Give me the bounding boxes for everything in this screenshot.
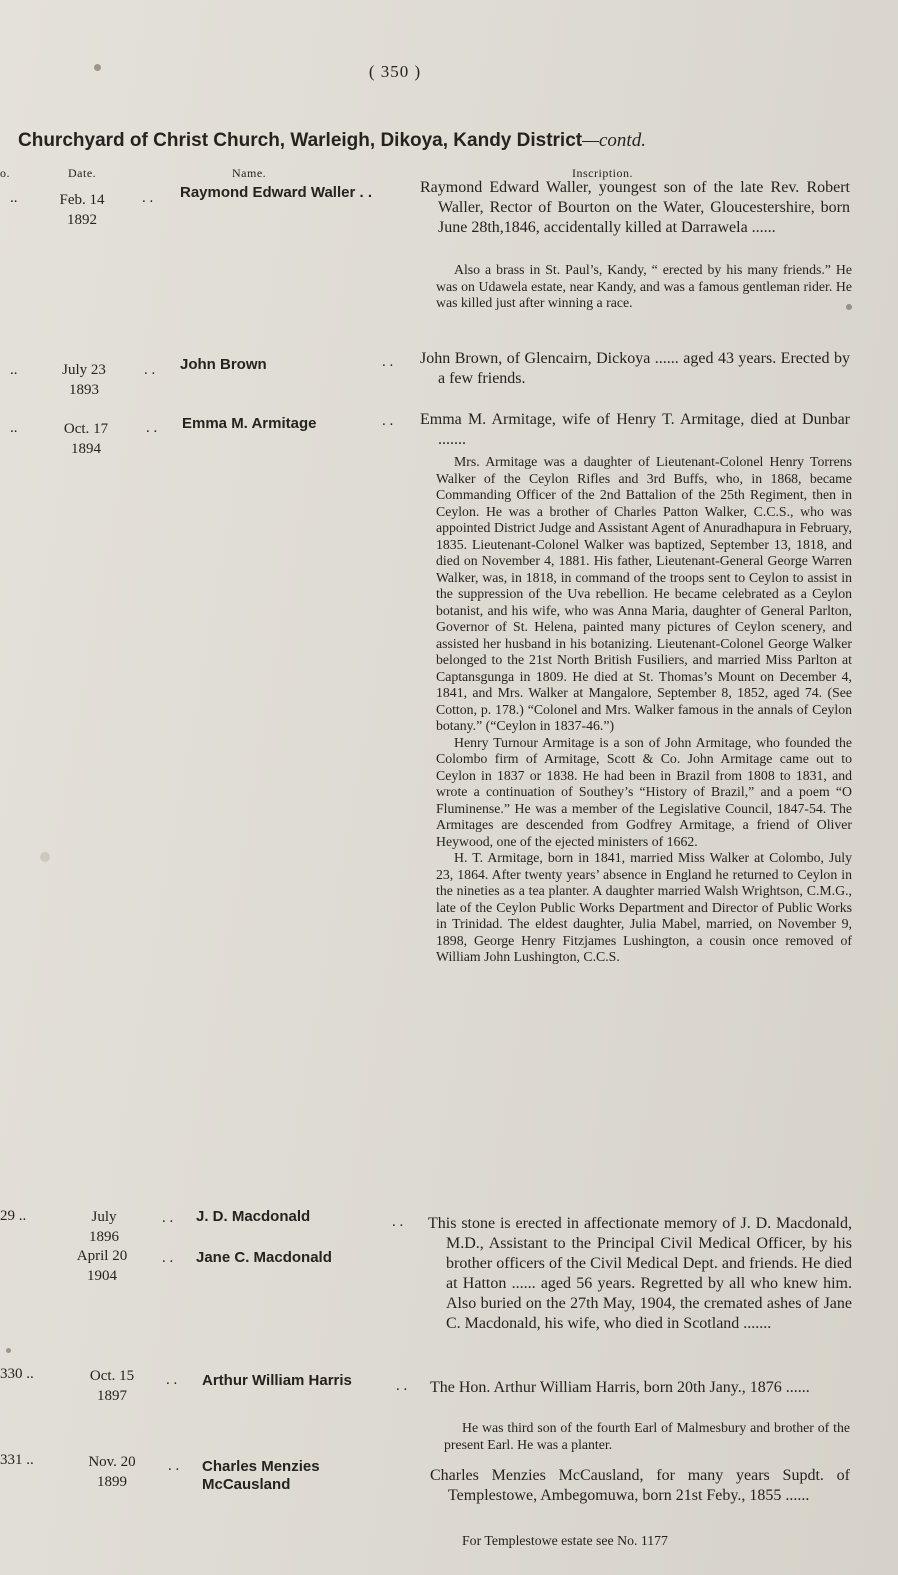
entry-name: Arthur William Harris xyxy=(202,1372,352,1389)
column-header-inscription: Inscription. xyxy=(572,166,633,180)
ink-speck xyxy=(94,64,101,71)
entry-number: .. xyxy=(10,420,18,436)
entry-inscription: The Hon. Arthur William Harris, born 20th Jany., 1876 ...... xyxy=(430,1379,810,1396)
heading-contd: —contd. xyxy=(582,130,646,151)
entry-inscription: John Brown, of Glencairn, Dickoya ...... aged 43 years. Erected by a few friends. xyxy=(420,350,850,387)
column-header-name: Name. xyxy=(232,166,267,180)
entry-date: Nov. 20 1899 xyxy=(88,1454,136,1490)
entry-note: He was third son of the fourth Earl of Malmesbury and brother of the present Earl. He was a planter. xyxy=(444,1420,850,1452)
entry-note: For Templestowe estate see No. 1177 xyxy=(462,1533,668,1548)
entry-date: Oct. 17 1894 xyxy=(63,421,109,457)
entry-date: Oct. 15 1897 xyxy=(89,1368,135,1404)
entry-name: J. D. Macdonald xyxy=(196,1208,311,1225)
column-header-date: Date. xyxy=(68,166,97,180)
entry-number: 331 .. xyxy=(0,1452,34,1468)
entry-date: July 1896 xyxy=(89,1209,119,1245)
entry-date-second: April 20 1904 xyxy=(76,1248,128,1284)
entry-date: July 23 1893 xyxy=(62,362,106,398)
heading-title: Churchyard of Christ Church, Warleigh, Dikoya, Kandy District xyxy=(18,130,583,151)
entry-name: Emma M. Armitage xyxy=(182,415,317,432)
entry-inscription: This stone is erected in affectionate memory of J. D. Macdonald, M.D., Assistant to the Principal Civil Medical Officer, by his brother officers of the Civil Medical Dept. and friends. He died at Hatton ...... aged 56 years. Regretted by all who knew him. Also buried on the 27th May, 1904, the cremated ashes of Jane C. Macdonald, his wife, who died in Scotland ....... xyxy=(428,1215,852,1332)
column-header-no: o. xyxy=(0,166,10,180)
entry-number: 330 .. xyxy=(0,1366,34,1382)
ink-speck xyxy=(6,1348,11,1353)
ink-speck xyxy=(846,304,852,310)
entry-name: Charles Menzies McCausland xyxy=(202,1458,320,1493)
entry-date: Feb. 14 1892 xyxy=(59,192,105,228)
page-number: ( 350 ) xyxy=(368,62,422,81)
entry-name-second: Jane C. Macdonald xyxy=(196,1249,332,1266)
page-heading xyxy=(18,130,646,152)
entry-inscription: Emma M. Armitage, wife of Henry T. Armitage, died at Dunbar ....... xyxy=(420,411,850,448)
entry-name: Raymond Edward Waller . . xyxy=(180,184,372,201)
entry-number: 29 .. xyxy=(0,1208,27,1224)
entry-number: .. xyxy=(10,190,18,206)
entry-note: Also a brass in St. Paul’s, Kandy, “ erected by his many friends.” He was on Udawela estate, near Kandy, and was a famous gentleman rider. He was killed just after winning a race. xyxy=(436,262,852,310)
entry-name: John Brown xyxy=(180,356,267,373)
ink-speck xyxy=(40,852,50,862)
entry-number: .. xyxy=(10,362,18,378)
entry-inscription: Charles Menzies McCausland, for many years Supdt. of Templestowe, Ambegomuwa, born 21st Feby., 1855 ...... xyxy=(430,1467,850,1504)
entry-inscription: Raymond Edward Waller, youngest son of the late Rev. Robert Waller, Rector of Bourton on the Water, Gloucestershire, born June 28th,1846, accidentally killed at Darrawela ...... xyxy=(420,179,850,236)
entry-note: Mrs. Armitage was a daughter of Lieutenant-Colonel Henry Torrens Walker of the Ceylon Rifles and 3rd Buffs, who, in 1868, became Commanding Officer of the 2nd Battalion of the 25th Regiment, then in Ceylon. He was a brother of Charles Patton Walker, C.C.S., who was appointed District Judge and Assistant Agent of Anuradhapura in February, 1835. Lieutenant-Colonel Walker was baptized, September 13, 1818, and died on November 4, 1881. His father, Lieutenant-General George Warren Walker, was, in 1818, in command of the troops sent to Ceylon to assist in the suppression of the Uva rebellion. He became celebrated as a Ceylon botanist, and his wife, who was Anna Maria, daughter of General Parlton, Governor of St. Helena, painted many pictures of Ceylon scenery, and assisted her husband in his botanizing. Lieutenant-Colonel George Walker belonged to the 21st North British Fusiliers, and married Miss Parlton at Captansgunga in 1809. He died at St. Thomas’s Mount on December 4, 1841, and Mrs. Walker at Mangalore, September 8, 1852, aged 74. (See Cotton, p. 178.) “Colonel and Mrs. Walker famous in the annals of Ceylon botany.” (“Ceylon in 1837-46.”) Henry Turnour Armitage is a son of John Armitage, who founded the Colombo firm of Armitage, Scott & Co. John Armitage came out to Ceylon in 1837 or 1838. He had been in Brazil from 1808 to 1831, and wrote a continuation of Southey’s “History of Brazil,” and a poem “O Fluminense.” He was a member of the Legislative Council, 1847-54. The Armitages are descended from Godfrey Armitage, a friend of Oliver Heywood, one of the ejected ministers of 1662. H. T. Armitage, born in 1841, married Miss Walker at Colombo, July 23, 1864. After twenty years’ absence in England he returned to Ceylon in the nineties as a tea planter. A daughter married Walsh Wrightson, C.M.G., late of the Ceylon Public Works Department and Director of Public Works in Trinidad. The eldest daughter, Julia Mabel, married, on November 9, 1898, George Henry Fitzjames Lushington, a cousin once removed of William John Lushington, C.C.S. xyxy=(436,454,852,964)
